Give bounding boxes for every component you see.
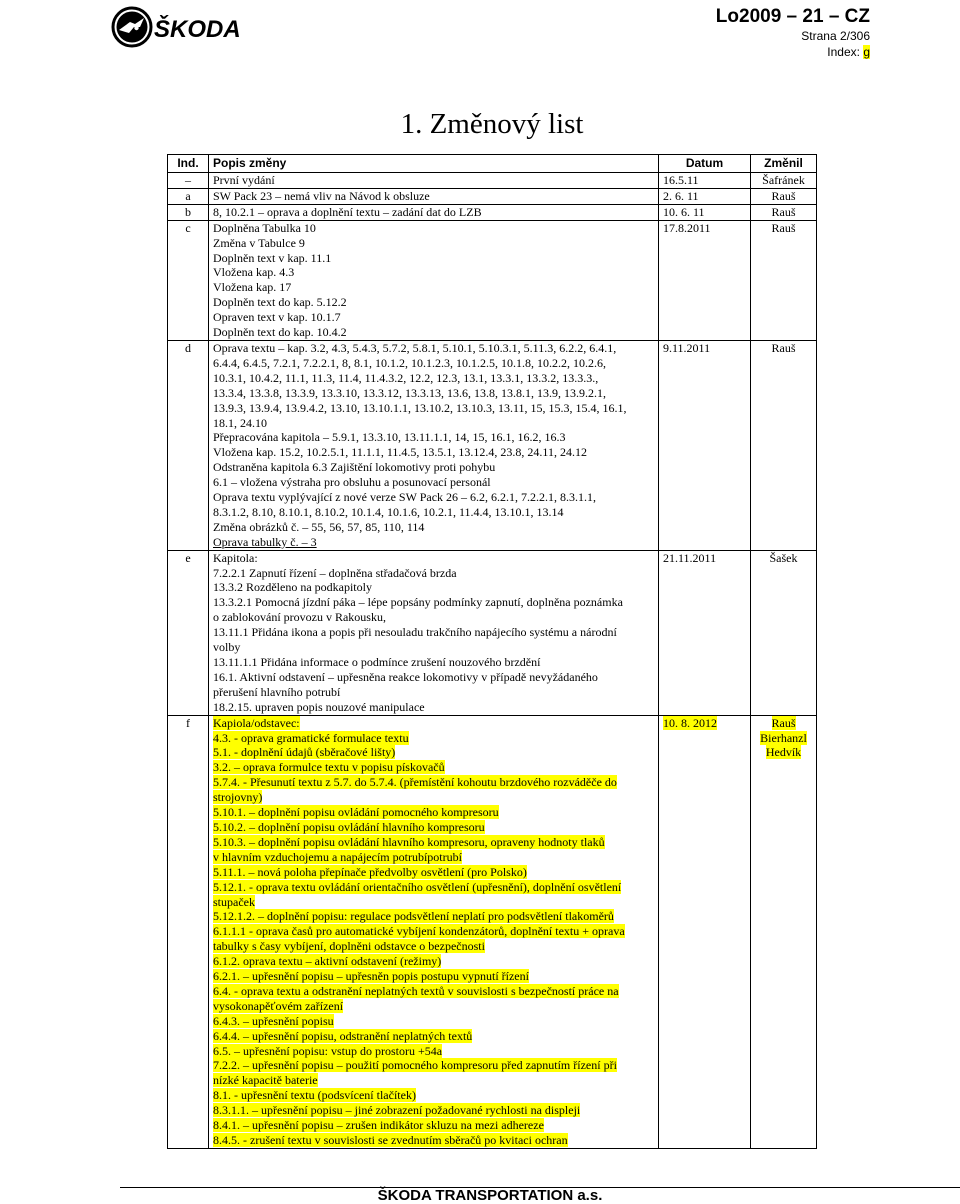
description-line xyxy=(213,251,654,266)
row-author xyxy=(751,550,817,715)
row-description xyxy=(209,204,659,220)
description-line-text: 7.2.2. – upřesnění popisu – použití pomocného kompresoru před zapnutím řízení při xyxy=(213,1058,617,1073)
description-line-text: 8.1. - upřesnění textu (podsvícení tlačítek) xyxy=(213,1088,416,1103)
description-line xyxy=(213,490,654,505)
description-line xyxy=(213,909,654,924)
description-line xyxy=(213,325,654,340)
description-line xyxy=(213,1133,654,1148)
row-index: b xyxy=(168,204,209,220)
description-line-text: 6.1 – vložena výstraha pro obsluhu a posunovací personál xyxy=(213,475,491,490)
author-name xyxy=(755,341,812,356)
description-line xyxy=(213,999,654,1014)
description-line-text: 18.2.15. upraven popis nouzové manipulace xyxy=(213,699,425,714)
table-row xyxy=(168,220,817,340)
description-line xyxy=(213,595,654,610)
page-title-text: 1. Změnový list xyxy=(400,108,584,140)
description-line-text: 5.12.1.2. – doplnění popisu: regulace podsvětlení neplatí pro podsvětlení tlakoměrů xyxy=(213,909,614,924)
description-line xyxy=(213,236,654,251)
description-line-text: 6.5. – upřesnění popisu: vstup do prostoru +54a xyxy=(213,1043,443,1058)
description-line-text: Změna obrázků č. – 55, 56, 57, 85, 110, 114 xyxy=(213,519,425,534)
table-header-row xyxy=(168,155,817,173)
description-line-text: 5.1. - doplnění údajů (sběračové lišty) xyxy=(213,745,396,760)
author-name-text: Rauš xyxy=(771,340,796,355)
author-name-text: Šafránek xyxy=(762,173,805,187)
document-id: Lo2009 – 21 – CZ xyxy=(715,6,870,27)
description-line xyxy=(213,640,654,655)
description-line xyxy=(213,1044,654,1059)
table-row xyxy=(168,173,817,189)
row-date-text: 2. 6. 11 xyxy=(663,188,699,203)
revision-index-label: Index: xyxy=(827,45,864,59)
description-line-text: Změna v Tabulce 9 xyxy=(213,235,305,250)
description-line-text: nízké kapacitě baterie xyxy=(213,1073,318,1088)
description-line-text: 5.10.1. – doplnění popisu ovládání pomocného kompresoru xyxy=(213,805,499,820)
description-line xyxy=(213,189,654,204)
description-line xyxy=(213,1029,654,1044)
author-name xyxy=(755,221,812,236)
description-line xyxy=(213,205,654,220)
author-name xyxy=(755,173,812,188)
description-line xyxy=(213,475,654,490)
author-name-text: Bierhanzl xyxy=(760,730,807,745)
header-date: Datum xyxy=(659,155,751,173)
row-author xyxy=(751,220,817,340)
row-index: a xyxy=(168,188,209,204)
description-line-text: 13.3.2 Rozděleno na podkapitoly xyxy=(213,580,372,595)
author-name xyxy=(755,205,812,220)
description-line-text: 8.3.1.1. – upřesnění popisu – jiné zobrazení požadované rychlosti na displeji xyxy=(213,1103,581,1118)
description-line xyxy=(213,341,654,356)
author-name xyxy=(755,551,812,566)
header-description: Popis změny xyxy=(209,155,659,173)
description-line xyxy=(213,700,654,715)
row-description xyxy=(209,340,659,550)
description-line xyxy=(213,1118,654,1133)
description-line xyxy=(213,610,654,625)
row-date xyxy=(659,204,751,220)
skoda-wordmark xyxy=(154,15,241,43)
author-name xyxy=(755,189,812,204)
table-row xyxy=(168,550,817,715)
description-line-text: Vložena kap. 15.2, 10.2.5.1, 11.1.1, 11.4.5, 13.5.1, 13.12.4, 23.8, 24.11, 24.12 xyxy=(213,445,587,460)
description-line xyxy=(213,984,654,999)
author-name-text: Hedvík xyxy=(765,745,802,760)
description-line-text: vysokonapěťovém zařízení xyxy=(213,998,344,1013)
document-header xyxy=(716,6,870,60)
row-description xyxy=(209,550,659,715)
description-line xyxy=(213,865,654,880)
description-line xyxy=(213,625,654,640)
row-description xyxy=(209,173,659,189)
description-line-text: 5.12.1. - oprava textu ovládání orientačního osvětlení (upřesnění), doplnění osvětlení xyxy=(213,879,622,894)
description-line-text: o zablokování provozu v Rakousku, xyxy=(213,610,386,625)
description-line xyxy=(213,551,654,566)
description-line-text: 6.2.1. – upřesnění popisu – upřesněn popis postupu vypnutí řízení xyxy=(213,969,529,984)
description-line-text: 3.2. – oprava formulce textu v popisu pískovačů xyxy=(213,760,445,775)
description-line-text: Oprava tabulky č. – 3 xyxy=(213,534,317,549)
description-line xyxy=(213,430,654,445)
description-line-text: 6.1.1.1 - oprava časů pro automatické vybíjení kondenzátorů, doplnění textu + oprava xyxy=(213,924,625,939)
description-line-text: 8.4.5. - zrušení textu v souvislosti se zvednutím sběračů po kvitaci ochran xyxy=(213,1133,568,1147)
table-row xyxy=(168,715,817,1148)
author-name-text: Šašek xyxy=(769,550,798,565)
description-line-text: 6.4. - oprava textu a odstranění neplatných textů v souvislosti s bezpečností práce na xyxy=(213,983,619,998)
description-line-text: 6.4.4, 6.4.5, 7.2.1, 7.2.2.1, 8, 8.1, 10.1.2, 10.1.2.3, 10.1.2.5, 10.1.8, 10.2.2, 10.2.6, xyxy=(213,355,606,370)
description-line xyxy=(213,655,654,670)
description-line-text: 8.4.1. – upřesnění popisu – zrušen indikátor skluzu na mezi adhereze xyxy=(213,1118,544,1133)
description-line-text: 8, 10.2.1 – oprava a doplnění textu – zadání dat do LZB xyxy=(213,204,482,219)
description-line xyxy=(213,173,654,188)
description-line-text: Doplněn text do kap. 10.4.2 xyxy=(213,325,347,340)
skoda-logo xyxy=(110,5,252,49)
description-line-text: Odstraněna kapitola 6.3 Zajištění lokomotivy proti pohybu xyxy=(213,460,496,475)
description-line-text: strojovny) xyxy=(213,790,263,805)
description-line xyxy=(213,685,654,700)
description-line xyxy=(213,535,654,550)
description-line-text: Oprava textu vyplývající z nové verze SW Pack 26 – 6.2, 6.2.1, 7.2.2.1, 8.3.1.1, xyxy=(213,490,597,505)
description-line xyxy=(213,580,654,595)
description-line xyxy=(213,1014,654,1029)
revision-index xyxy=(716,44,870,60)
description-line xyxy=(213,954,654,969)
description-line-text: Doplněna Tabulka 10 xyxy=(213,220,316,235)
description-line-text: 6.1.2. oprava textu – aktivní odstavení (režimy) xyxy=(213,954,442,969)
description-line xyxy=(213,520,654,535)
row-date xyxy=(659,340,751,550)
row-date xyxy=(659,173,751,189)
skoda-winged-arrow-icon xyxy=(110,5,252,49)
description-line xyxy=(213,295,654,310)
page-title xyxy=(0,106,960,142)
description-line-text: 4.3. - oprava gramatické formulace textu xyxy=(213,730,409,745)
description-line-text: 13.11.1.1 Přidána informace o podmínce zrušení nouzového brzdění xyxy=(213,655,541,669)
description-line xyxy=(213,566,654,581)
page-number: Strana 2/306 xyxy=(801,29,870,43)
description-line xyxy=(213,356,654,371)
header-index: Ind. xyxy=(168,155,209,173)
description-line xyxy=(213,790,654,805)
description-line xyxy=(213,835,654,850)
table-row xyxy=(168,340,817,550)
author-name-text: Rauš xyxy=(771,204,796,219)
description-line xyxy=(213,731,654,746)
description-line xyxy=(213,820,654,835)
description-line xyxy=(213,221,654,236)
description-line-text: 13.3.4, 13.3.8, 13.3.9, 13.3.10, 13.3.12, 13.3.13, 13.6, 13.8, 13.8.1, 13.9, 13.9.2.1, xyxy=(213,385,606,400)
header-author: Změnil xyxy=(751,155,817,173)
author-name xyxy=(755,731,812,746)
row-date-text: 10. 8. 2012 xyxy=(663,715,717,730)
change-log-table xyxy=(167,154,817,1149)
row-author xyxy=(751,204,817,220)
description-line xyxy=(213,280,654,295)
description-line-text: SW Pack 23 – nemá vliv na Návod k obsluze xyxy=(213,188,430,203)
author-name xyxy=(755,716,812,731)
description-line xyxy=(213,775,654,790)
description-line xyxy=(213,969,654,984)
description-line-text: 13.11.1 Přidána ikona a popis při nesouladu trakčního napájecího systému a národní xyxy=(213,625,617,640)
description-line-text: přerušení hlavního potrubí xyxy=(213,684,341,699)
description-line-text: 13.9.3, 13.9.4, 13.9.4.2, 13.10, 13.10.1.1, 13.10.2, 13.10.3, 13.11, 15, 15.3, 15.4, 16.1, xyxy=(213,400,627,415)
description-line-text: První vydání xyxy=(213,173,275,187)
row-date xyxy=(659,550,751,715)
description-line-text: Doplněn text do kap. 5.12.2 xyxy=(213,295,347,310)
row-date-text: 16.5.11 xyxy=(663,173,699,187)
description-line-text: Oprava textu – kap. 3.2, 4.3, 5.4.3, 5.7.2, 5.8.1, 5.10.1, 5.10.3.1, 5.11.3, 6.2.2, 6.4.1, xyxy=(213,340,617,355)
row-author xyxy=(751,715,817,1148)
row-date xyxy=(659,188,751,204)
row-index: d xyxy=(168,340,209,550)
description-line xyxy=(213,460,654,475)
row-author xyxy=(751,340,817,550)
author-name-text: Rauš xyxy=(771,188,796,203)
description-line-text: volby xyxy=(213,640,241,655)
description-line xyxy=(213,1103,654,1118)
table-row xyxy=(168,188,817,204)
description-line-text: Vložena kap. 4.3 xyxy=(213,265,295,280)
description-line-text: stupaček xyxy=(213,894,255,909)
row-date xyxy=(659,715,751,1148)
description-line xyxy=(213,416,654,431)
row-index: – xyxy=(168,173,209,189)
description-line-text: 18.1, 24.10 xyxy=(213,415,267,430)
row-author xyxy=(751,188,817,204)
row-index: c xyxy=(168,220,209,340)
description-line-text: 5.7.4. - Přesunutí textu z 5.7. do 5.7.4. (přemístění kohoutu brzdového rozváděče do xyxy=(213,775,617,790)
description-line-text: 16.1. Aktivní odstavení – upřesněna reakce lokomotivy v případě nevyžádaného xyxy=(213,669,598,684)
table-row xyxy=(168,204,817,220)
description-line xyxy=(213,895,654,910)
row-date-text: 21.11.2011 xyxy=(663,550,717,565)
description-line xyxy=(213,939,654,954)
description-line xyxy=(213,371,654,386)
description-line-text: Kapiola/odstavec: xyxy=(213,715,300,730)
author-name-text: Rauš xyxy=(771,715,796,730)
description-line xyxy=(213,716,654,731)
description-line-text: 5.10.2. – doplnění popisu ovládání hlavního kompresoru xyxy=(213,819,485,834)
description-line-text: Vložena kap. 17 xyxy=(213,280,292,295)
description-line-text: 7.2.2.1 Zapnutí řízení – doplněna střadačová brzda xyxy=(213,565,457,580)
description-line-text: 10.3.1, 10.4.2, 11.1, 11.3, 11.4, 11.4.3.2, 12.2, 12.3, 13.1, 13.3.1, 13.3.2, 13.3.3., xyxy=(213,370,599,385)
description-line xyxy=(213,805,654,820)
description-line-text: Přepracována kapitola – 5.9.1, 13.3.10, 13.11.1.1, 14, 15, 16.1, 16.2, 16.3 xyxy=(213,430,566,445)
description-line xyxy=(213,850,654,865)
description-line-text: Kapitola: xyxy=(213,550,258,565)
description-line xyxy=(213,505,654,520)
revision-index-value: g xyxy=(863,45,870,59)
row-date-text: 10. 6. 11 xyxy=(663,204,705,219)
description-line xyxy=(213,1073,654,1088)
description-line-text: Doplněn text v kap. 11.1 xyxy=(213,250,332,265)
description-line xyxy=(213,745,654,760)
row-index: f xyxy=(168,715,209,1148)
row-author xyxy=(751,173,817,189)
description-line xyxy=(213,445,654,460)
description-line-text: 13.3.2.1 Pomocná jízdní páka – lépe popsány podmínky zapnutí, doplněna poznámka xyxy=(213,595,623,610)
description-line-text: 5.10.3. – doplnění popisu ovládání hlavního kompresoru, opraveny hodnoty tlaků xyxy=(213,834,605,849)
row-date-text: 17.8.2011 xyxy=(663,220,711,235)
description-line xyxy=(213,880,654,895)
description-line xyxy=(213,386,654,401)
description-line-text: v hlavním vzduchojemu a napájecím potrubípotrubí xyxy=(213,849,462,864)
description-line xyxy=(213,310,654,325)
description-line-text: tabulky s časy vybíjení, doplněni odstavce o bezpečnosti xyxy=(213,939,485,954)
row-description xyxy=(209,188,659,204)
row-date-text: 9.11.2011 xyxy=(663,340,711,355)
description-line-text: 6.4.4. – upřesnění popisu, odstranění neplatných textů xyxy=(213,1028,473,1043)
row-index: e xyxy=(168,550,209,715)
description-line xyxy=(213,1088,654,1103)
row-description xyxy=(209,220,659,340)
author-name xyxy=(755,745,812,760)
row-description xyxy=(209,715,659,1148)
change-log-body xyxy=(168,173,817,1149)
description-line xyxy=(213,1058,654,1073)
description-line-text: Opraven text v kap. 10.1.7 xyxy=(213,310,341,325)
description-line-text: 8.3.1.2, 8.10, 8.10.1, 8.10.2, 10.1.4, 10.1.6, 10.2.1, 11.4.4, 13.10.1, 13.14 xyxy=(213,504,564,519)
description-line xyxy=(213,760,654,775)
svg-text:ŠKODA: ŠKODA xyxy=(154,16,241,43)
description-line-text: 5.11.1. – nová poloha přepínače předvolby osvětlení (pro Polsko) xyxy=(213,864,527,879)
footer-company: ŠKODA TRANSPORTATION a.s. xyxy=(377,1187,603,1204)
author-name-text: Rauš xyxy=(771,220,796,235)
row-date xyxy=(659,220,751,340)
page-footer xyxy=(0,1188,960,1204)
description-line xyxy=(213,265,654,280)
description-line xyxy=(213,670,654,685)
description-line xyxy=(213,924,654,939)
description-line-text: 6.4.3. – upřesnění popisu xyxy=(213,1013,334,1028)
description-line xyxy=(213,401,654,416)
